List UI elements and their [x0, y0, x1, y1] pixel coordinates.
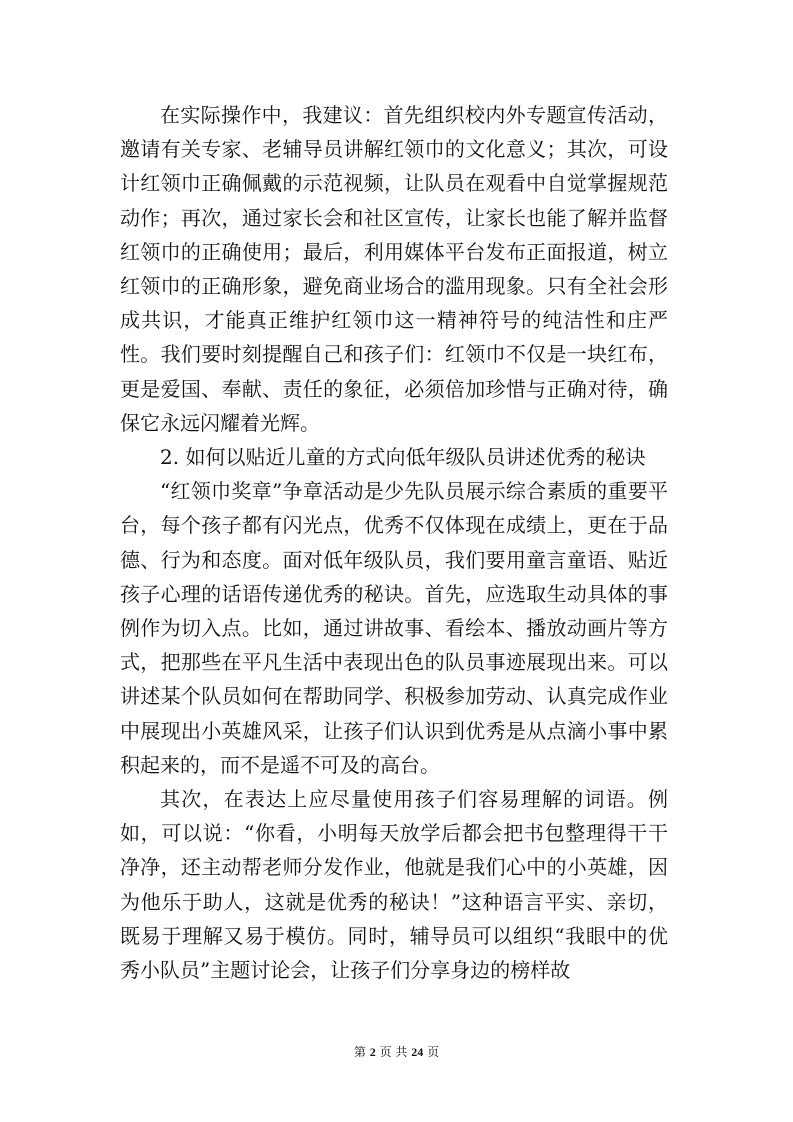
page-footer	[0, 1044, 793, 1060]
paragraph-advice: 在实际操作中，我建议：首先组织校内外专题宣传活动，邀请有关专家、老辅导员讲解红领巾的文化意义；其次，可设计红领巾正确佩戴的示范视频，让队员在观看中自觉掌握规范动作；再次，通过家长会和社区宣传，让家长也能了解并监督红领巾的正确使用；最后，利用媒体平台发布正面报道，树立红领巾的正确形象，避免商业场合的滥用现象。只有全社会形成共识，才能真正维护红领巾这一精神符号的纯洁性和庄严性。我们要时刻提醒自己和孩子们：红领巾不仅是一块红布，更是爱国、奉献、责任的象征，必须倍加珍惜与正确对待，确保它永远闪耀着光辉。	[120, 103, 668, 435]
footer-middle: 页 共	[379, 1045, 408, 1059]
footer-page-number: 2	[369, 1045, 376, 1059]
footer-total-pages: 24	[411, 1045, 424, 1059]
paragraph-language: 其次，在表达上应尽量使用孩子们容易理解的词语。例如，可以说：“你看，小明每天放学后都会把书包整理得干干净净，还主动帮老师分发作业，他就是我们心中的小英雄，因为他乐于助人，这就是优秀的秘诀！”这种语言平实、亲切，既易于理解又易于模仿。同时，辅导员可以组织“我眼中的优秀小队员”主题讨论会，让孩子们分享身边的榜样故	[120, 787, 668, 983]
section-heading: 2. 如何以贴近儿童的方式向低年级队员讲述优秀的秘诀	[160, 445, 646, 470]
paragraph-badge-activity: “红领巾奖章”争章活动是少先队员展示综合素质的重要平台，每个孩子都有闪光点，优秀不仅体现在成绩上，更在于品德、行为和态度。面对低年级队员，我们要用童言童语、贴近孩子心理的话语传递优秀的秘诀。首先，应选取生动具体的事例作为切入点。比如，通过讲故事、看绘本、播放动画片等方式，把那些在平凡生活中表现出色的队员事迹展现出来。可以讲述某个队员如何在帮助同学、积极参加劳动、认真完成作业中展现出小英雄风采，让孩子们认识到优秀是从点滴小事中累积起来的，而不是遥不可及的高台。	[120, 479, 668, 777]
document-body	[120, 98, 668, 987]
footer-suffix: 页	[427, 1045, 440, 1059]
footer-prefix: 第	[353, 1045, 366, 1059]
